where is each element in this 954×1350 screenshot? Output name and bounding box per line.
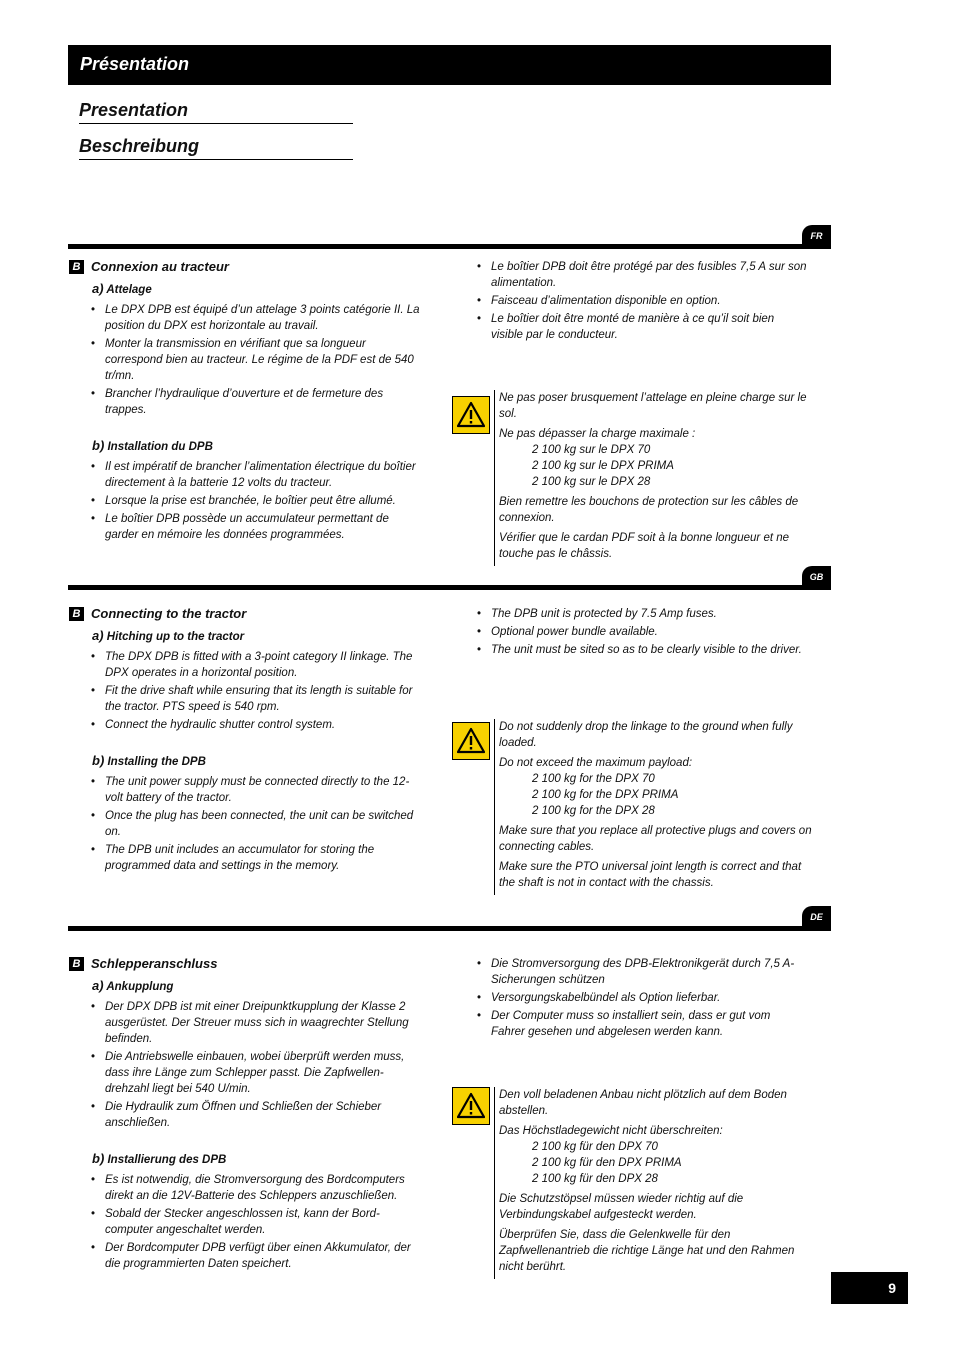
subtitle-german: Beschreibung <box>79 136 353 160</box>
warning-text: Make sure that you replace all protective plugs and covers on connecting cables. <box>499 825 812 853</box>
warning-text: Bien remettre les bouchons de protection sur les câbles de connexion. <box>499 496 799 524</box>
subheading-a: a) Attelage <box>92 281 152 296</box>
section-heading: Connecting to the tractor <box>91 606 247 621</box>
list-item: • Brancher l’hydraulique d’ouverture et de fermeture des trappes. <box>91 386 421 418</box>
warning-text: Überprüfen Sie, dass die Gelenkwelle für den Zapfwellenantrieb die richtige Länge hat und den Rahmen nicht berührt. <box>499 1229 795 1273</box>
left-column <box>91 281 421 545</box>
list-item: • The unit must be sited so as to be clearly visible to the driver. <box>477 642 807 658</box>
list-item: • Versorgungskabelbündel als Option lieferbar. <box>477 990 807 1006</box>
warning-text: Das Höchstladegewicht nicht überschreiten: 2 100 kg für den DPX 70 2 100 kg für den DPX PRIMA 2 100 kg für den DPX 28 <box>499 1125 723 1185</box>
warning-icon <box>452 722 490 760</box>
list-item: • Connect the hydraulic shutter control system. <box>91 717 421 733</box>
warning-box <box>494 719 812 895</box>
lang-tab-de: DE <box>802 906 831 928</box>
list-b <box>91 1172 421 1272</box>
section-heading: Schlepperanschluss <box>91 956 218 971</box>
list-item: • Sobald der Stecker angeschlossen ist, kann der Bord-computer angeschaltet werden. <box>91 1206 421 1238</box>
section-rule-gb <box>68 585 831 590</box>
warning-text: Ne pas poser brusquement l’attelage en pleine charge sur le sol. <box>499 392 807 420</box>
list-a <box>91 999 421 1131</box>
list-right <box>477 259 807 343</box>
list-item: • Fit the drive shaft while ensuring that its length is suitable for the tractor. PTS speed is 540 rpm. <box>91 683 421 715</box>
list-item: • Le boîtier DPB doit être protégé par des fusibles 7,5 A sur son alimentation. <box>477 259 807 291</box>
list-a <box>91 649 421 733</box>
subheading-a: a) Ankupplung <box>92 978 174 993</box>
warning-box <box>494 390 812 566</box>
list-item: • The unit power supply must be connected directly to the 12-volt battery of the tractor. <box>91 774 421 806</box>
section-marker: B <box>69 607 84 621</box>
subheading-b: b) Installation du DPB <box>92 438 213 453</box>
list-item: • Le boîtier DPB possède un accumulateur permettant de garder en mémoire les données programmées. <box>91 511 421 543</box>
list-item: • Die Stromversorgung des DPB-Elektronikgerät durch 7,5 A-Sicherungen schützen <box>477 956 807 988</box>
right-column <box>477 606 807 660</box>
list-item: • Monter la transmission en vérifiant que sa longueur correspond bien au tracteur. Le régime de la PDF est de 540 tr/mn. <box>91 336 421 384</box>
list-b <box>91 774 421 874</box>
warning-text: Ne pas dépasser la charge maximale : 2 100 kg sur le DPX 70 2 100 kg sur le DPX PRIMA 2 100 kg sur le DPX 28 <box>499 428 696 488</box>
list-a <box>91 302 421 418</box>
warning-icon <box>452 396 490 434</box>
right-column <box>477 259 807 345</box>
list-item: • The DPB unit includes an accumulator for storing the programmed data and settings in the memory. <box>91 842 421 874</box>
list-item: • Il est impératif de brancher l’alimentation électrique du boîtier directement à la batterie 12 volts du tracteur. <box>91 459 421 491</box>
subtitle-english: Presentation <box>79 100 353 124</box>
warning-text: Vérifier que le cardan PDF soit à la bonne longueur et ne touche pas le châssis. <box>499 532 790 560</box>
section-heading: Connexion au tracteur <box>91 259 229 274</box>
list-item: • Le DPX DPB est équipé d’un attelage 3 points catégorie II. La position du DPX est horizontale au travail. <box>91 302 421 334</box>
list-item: • Die Antriebswelle einbauen, wobei überprüft werden muss, dass ihre Länge zum Schlepper passt. Die Zapfwellen-drehzahl liegt bei 540 U/min. <box>91 1049 421 1097</box>
section-rule-fr <box>68 244 831 249</box>
list-item: • Der Bordcomputer DPB verfügt über einen Akkumulator, der die programmierten Daten speichert. <box>91 1240 421 1272</box>
header-bar <box>68 45 831 85</box>
warning-box <box>494 1087 812 1279</box>
page-title: Présentation <box>80 54 190 74</box>
list-item: • Der Computer muss so installiert sein, dass er gut vom Fahrer gesehen und abgelesen werden kann. <box>477 1008 807 1040</box>
lang-tab-fr: FR <box>802 225 831 247</box>
warning-text: Make sure the PTO universal joint length is correct and that the shaft is not in contact with the chassis. <box>499 861 802 889</box>
list-item: • Faisceau d’alimentation disponible en option. <box>477 293 807 309</box>
warning-text: Do not exceed the maximum payload: 2 100 kg for the DPX 70 2 100 kg for the DPX PRIMA 2 100 kg for the DPX 28 <box>499 757 693 817</box>
left-column <box>91 978 421 1274</box>
list-item: • Optional power bundle available. <box>477 624 807 640</box>
subheading-a: a) Hitching up to the tractor <box>92 628 245 643</box>
warning-text: Do not suddenly drop the linkage to the ground when fully loaded. <box>499 721 793 749</box>
page-number: 9 <box>831 1272 908 1304</box>
list-item: • The DPX DPB is fitted with a 3-point category II linkage. The DPX operates in a horizontal position. <box>91 649 421 681</box>
warning-text: Den voll beladenen Anbau nicht plötzlich auf dem Boden abstellen. <box>499 1089 787 1117</box>
section-marker: B <box>69 957 84 971</box>
subheading-b: b) Installing the DPB <box>92 753 206 768</box>
warning-icon <box>452 1087 490 1125</box>
list-right <box>477 606 807 658</box>
list-b <box>91 459 421 543</box>
list-item: • Der DPX DPB ist mit einer Dreipunktkupplung der Klasse 2 ausgerüstet. Der Streuer muss sich in waagrechter Stellung befinden. <box>91 999 421 1047</box>
left-column <box>91 628 421 876</box>
subheading-b: b) Installierung des DPB <box>92 1151 227 1166</box>
section-rule-de <box>68 926 831 931</box>
right-column <box>477 956 807 1042</box>
list-item: • Once the plug has been connected, the unit can be switched on. <box>91 808 421 840</box>
list-item: • Le boîtier doit être monté de manière à ce qu’il soit bien visible par le conducteur. <box>477 311 807 343</box>
list-item: • Lorsque la prise est branchée, le boîtier peut être allumé. <box>91 493 421 509</box>
warning-text: Die Schutzstöpsel müssen wieder richtig auf die Verbindungskabel aufgesteckt werden. <box>499 1193 744 1221</box>
list-right <box>477 956 807 1040</box>
lang-tab-gb: GB <box>802 566 831 588</box>
list-item: • Es ist notwendig, die Stromversorgung des Bordcomputers direkt an die 12V-Batterie des Schleppers anzuschließen. <box>91 1172 421 1204</box>
section-marker: B <box>69 260 84 274</box>
list-item: • Die Hydraulik zum Öffnen und Schließen der Schieber anschließen. <box>91 1099 421 1131</box>
list-item: • The DPB unit is protected by 7.5 Amp fuses. <box>477 606 807 622</box>
